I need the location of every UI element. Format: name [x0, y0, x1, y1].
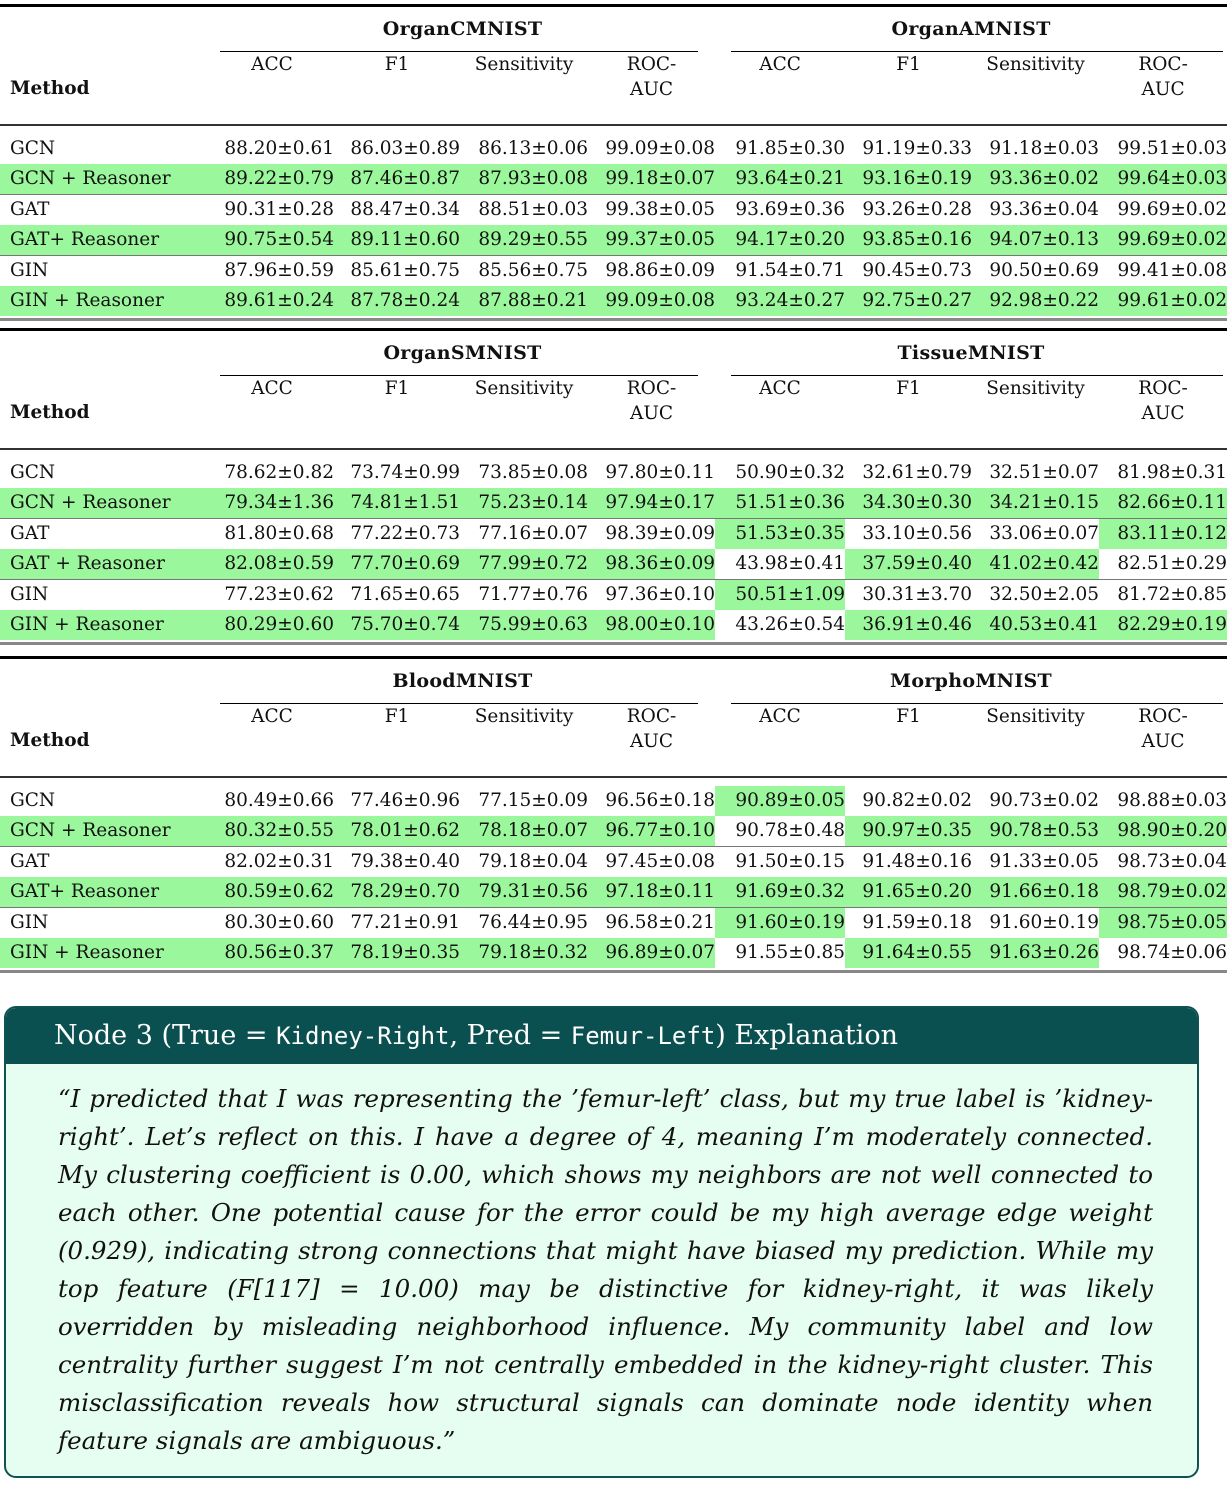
value-cell: 87.78±0.24: [334, 286, 460, 316]
table-blood-morpho: [0, 656, 1227, 968]
table-row: [0, 908, 1227, 939]
value-cell: 90.31±0.28: [210, 195, 334, 226]
value-cell: 77.23±0.62: [210, 580, 334, 611]
value-cell: 78.29±0.70: [334, 877, 460, 908]
method-cell: GAT+ Reasoner: [0, 877, 210, 908]
value-cell: 90.78±0.48: [735, 820, 845, 841]
table-row: [0, 580, 1227, 611]
value-cell: 89.22±0.79: [210, 164, 334, 195]
value-cell: 91.59±0.18: [845, 908, 972, 939]
metric-header: ACC: [251, 54, 293, 75]
value-cell: 91.85±0.30: [735, 138, 846, 159]
value-cell: 91.54±0.71: [715, 256, 845, 287]
value-cell: 90.82±0.02: [862, 790, 972, 811]
bottom-rule: [0, 970, 1227, 973]
value-cell: 80.56±0.37: [210, 938, 334, 968]
method-cell: GAT: [0, 195, 210, 226]
value-cell: 97.80±0.11: [605, 462, 716, 483]
title-suffix: ) Explanation: [715, 1020, 898, 1051]
table-row: [0, 134, 1227, 164]
dataset-header: BloodMNIST: [392, 670, 533, 692]
table-row: [0, 225, 1227, 256]
table-row: [0, 256, 1227, 287]
value-cell: 80.59±0.62: [210, 877, 334, 908]
method-cell: GIN: [0, 908, 210, 939]
value-cell: 75.23±0.14: [460, 488, 588, 519]
value-cell: 82.51±0.29: [1117, 553, 1227, 574]
value-cell: 97.36±0.10: [588, 580, 715, 611]
value-cell: 91.50±0.15: [715, 847, 845, 878]
method-cell: GIN: [0, 580, 210, 611]
bottom-rule: [0, 642, 1227, 645]
value-cell: 89.11±0.60: [334, 225, 460, 256]
value-cell: 87.93±0.08: [460, 164, 588, 195]
value-cell: 30.31±3.70: [845, 580, 972, 611]
value-cell: 91.55±0.85: [735, 942, 845, 963]
table-organc-organa: [0, 4, 1227, 316]
dataset-header: MorphoMNIST: [890, 670, 1052, 692]
value-cell: 93.26±0.28: [845, 195, 972, 226]
value-cell: 89.61±0.24: [210, 286, 334, 316]
table-row: [0, 286, 1227, 316]
value-cell: 82.02±0.31: [210, 847, 334, 878]
value-cell: 91.48±0.16: [845, 847, 972, 878]
value-cell: 90.45±0.73: [845, 256, 972, 287]
value-cell: 85.61±0.75: [334, 256, 460, 287]
metric-header: ROC- AUC: [626, 54, 677, 100]
metric-header: ROC- AUC: [1138, 378, 1188, 424]
table-row: [0, 938, 1227, 968]
value-cell: 93.36±0.02: [972, 164, 1099, 195]
value-cell: 71.77±0.76: [460, 580, 588, 611]
value-cell: 99.37±0.05: [588, 225, 715, 256]
value-cell: 80.32±0.55: [210, 816, 334, 847]
value-cell: 80.29±0.60: [210, 610, 334, 640]
metric-header: F1: [896, 378, 921, 399]
metric-header: Sensitivity: [986, 706, 1085, 727]
explanation-title: [6, 1008, 1197, 1064]
method-cell: GIN: [0, 256, 210, 287]
metric-header: F1: [896, 54, 921, 75]
value-cell: 82.08±0.59: [210, 549, 334, 580]
method-cell: GAT: [0, 519, 210, 550]
value-cell: 87.88±0.21: [460, 286, 588, 316]
metric-header: ACC: [759, 378, 801, 399]
value-cell: 78.62±0.82: [224, 462, 334, 483]
value-cell: 81.72±0.85: [1099, 580, 1227, 611]
table-row: [0, 847, 1227, 878]
value-cell: 91.66±0.18: [972, 877, 1099, 908]
value-cell: 80.30±0.60: [210, 908, 334, 939]
value-cell: 93.64±0.21: [715, 164, 845, 195]
value-cell: 93.85±0.16: [845, 225, 972, 256]
table-row: [0, 458, 1227, 488]
method-cell: GCN + Reasoner: [0, 488, 210, 519]
table-organs-tissue: [0, 328, 1227, 640]
value-cell: 94.17±0.20: [715, 225, 845, 256]
title-prefix: Node 3 (True =: [54, 1020, 277, 1051]
value-cell: 33.10±0.56: [845, 519, 972, 550]
table-row: [0, 488, 1227, 519]
value-cell: 37.59±0.40: [845, 549, 972, 580]
value-cell: 91.18±0.03: [989, 138, 1100, 159]
value-cell: 98.79±0.02: [1099, 877, 1227, 908]
metric-header: ROC- AUC: [626, 378, 677, 424]
value-cell: 83.11±0.12: [1099, 519, 1227, 550]
value-cell: 98.88±0.03: [1117, 790, 1227, 811]
bottom-rule: [0, 318, 1227, 321]
value-cell: 78.19±0.35: [334, 938, 460, 968]
value-cell: 77.70±0.69: [334, 549, 460, 580]
dataset-header: OrganSMNIST: [383, 342, 542, 364]
value-cell: 99.41±0.08: [1099, 256, 1227, 287]
value-cell: 77.15±0.09: [478, 790, 588, 811]
dataset-header: OrganCMNIST: [382, 18, 543, 40]
method-cell: GCN: [10, 138, 56, 159]
table-row: [0, 816, 1227, 847]
value-cell: 78.01±0.62: [334, 816, 460, 847]
value-cell: 82.66±0.11: [1099, 488, 1227, 519]
value-cell: 97.45±0.08: [588, 847, 715, 878]
value-cell: 79.31±0.56: [460, 877, 588, 908]
value-cell: 79.38±0.40: [334, 847, 460, 878]
value-cell: 90.50±0.69: [972, 256, 1099, 287]
value-cell: 92.75±0.27: [845, 286, 972, 316]
value-cell: 51.53±0.35: [715, 519, 845, 550]
value-cell: 90.73±0.02: [989, 790, 1099, 811]
value-cell: 90.97±0.35: [845, 816, 972, 847]
method-header: Method: [10, 77, 90, 99]
method-cell: GCN + Reasoner: [0, 816, 210, 847]
title-mid: , Pred =: [449, 1020, 571, 1051]
value-cell: 90.78±0.53: [972, 816, 1099, 847]
table-row: [0, 786, 1227, 816]
value-cell: 96.58±0.21: [588, 908, 715, 939]
value-cell: 43.26±0.54: [735, 614, 846, 635]
metric-header: Sensitivity: [474, 706, 574, 727]
pred-label: Femur-Left: [570, 1022, 716, 1050]
metric-header: ACC: [251, 378, 293, 399]
value-cell: 98.36±0.09: [588, 549, 715, 580]
value-cell: 34.30±0.30: [845, 488, 972, 519]
value-cell: 41.02±0.42: [972, 549, 1099, 580]
metric-header: Sensitivity: [474, 378, 574, 399]
metric-header: F1: [384, 706, 410, 727]
value-cell: 43.98±0.41: [735, 553, 846, 574]
method-header: Method: [10, 401, 90, 423]
value-cell: 82.29±0.19: [1099, 610, 1227, 640]
method-cell: GIN + Reasoner: [0, 938, 210, 968]
metric-header: ROC- AUC: [1138, 706, 1188, 752]
metric-header: ROC- AUC: [626, 706, 677, 752]
value-cell: 99.69±0.02: [1099, 195, 1227, 226]
value-cell: 98.73±0.04: [1099, 847, 1227, 878]
value-cell: 77.46±0.96: [350, 790, 460, 811]
value-cell: 90.75±0.54: [210, 225, 334, 256]
results-table-2: [0, 328, 1227, 645]
value-cell: 89.29±0.55: [460, 225, 588, 256]
method-header: Method: [10, 729, 90, 751]
method-cell: GIN + Reasoner: [0, 286, 210, 316]
value-cell: 85.56±0.75: [460, 256, 588, 287]
true-label: Kidney-Right: [276, 1022, 450, 1050]
value-cell: 79.34±1.36: [210, 488, 334, 519]
method-cell: GAT: [0, 847, 210, 878]
method-cell: GCN: [10, 790, 56, 811]
value-cell: 77.21±0.91: [334, 908, 460, 939]
value-cell: 99.38±0.05: [588, 195, 715, 226]
value-cell: 99.51±0.03: [1117, 138, 1227, 159]
value-cell: 98.39±0.09: [588, 519, 715, 550]
value-cell: 36.91±0.46: [845, 610, 972, 640]
value-cell: 99.09±0.08: [605, 138, 716, 159]
metric-header: F1: [896, 706, 921, 727]
value-cell: 99.09±0.08: [588, 286, 715, 316]
value-cell: 99.61±0.02: [1099, 286, 1227, 316]
value-cell: 73.85±0.08: [478, 462, 588, 483]
value-cell: 88.47±0.34: [334, 195, 460, 226]
value-cell: 79.18±0.32: [460, 938, 588, 968]
table-row: [0, 549, 1227, 580]
metric-header: Sensitivity: [986, 54, 1085, 75]
value-cell: 92.98±0.22: [972, 286, 1099, 316]
value-cell: 91.60±0.19: [972, 908, 1099, 939]
dataset-header: OrganAMNIST: [891, 18, 1051, 40]
value-cell: 87.96±0.59: [210, 256, 334, 287]
metric-header: F1: [384, 54, 410, 75]
value-cell: 78.18±0.07: [460, 816, 588, 847]
value-cell: 98.90±0.20: [1099, 816, 1227, 847]
method-cell: GIN + Reasoner: [0, 610, 210, 640]
value-cell: 99.69±0.02: [1099, 225, 1227, 256]
value-cell: 40.53±0.41: [972, 610, 1099, 640]
table-row: [0, 610, 1227, 640]
value-cell: 80.49±0.66: [224, 790, 334, 811]
value-cell: 97.18±0.11: [588, 877, 715, 908]
value-cell: 74.81±1.51: [334, 488, 460, 519]
method-cell: GAT + Reasoner: [0, 549, 210, 580]
value-cell: 75.70±0.74: [334, 610, 460, 640]
value-cell: 88.51±0.03: [460, 195, 588, 226]
value-cell: 77.16±0.07: [460, 519, 588, 550]
value-cell: 88.20±0.61: [224, 138, 334, 159]
value-cell: 98.75±0.05: [1099, 908, 1227, 939]
value-cell: 75.99±0.63: [460, 610, 588, 640]
value-cell: 50.51±1.09: [715, 580, 845, 611]
value-cell: 96.77±0.10: [588, 816, 715, 847]
value-cell: 86.13±0.06: [478, 138, 588, 159]
value-cell: 91.60±0.19: [715, 908, 845, 939]
method-cell: GAT+ Reasoner: [0, 225, 210, 256]
value-cell: 77.22±0.73: [334, 519, 460, 550]
value-cell: 99.64±0.03: [1099, 164, 1227, 195]
value-cell: 91.64±0.55: [845, 938, 972, 968]
metric-header: Sensitivity: [474, 54, 574, 75]
value-cell: 93.24±0.27: [715, 286, 845, 316]
table-row: [0, 519, 1227, 550]
value-cell: 77.99±0.72: [460, 549, 588, 580]
explanation-box: [4, 1006, 1199, 1478]
method-cell: GCN: [10, 462, 56, 483]
value-cell: 91.19±0.33: [862, 138, 973, 159]
table-row: [0, 877, 1227, 908]
value-cell: 99.18±0.07: [588, 164, 715, 195]
value-cell: 87.46±0.87: [334, 164, 460, 195]
results-table-3: [0, 656, 1227, 973]
value-cell: 50.90±0.32: [735, 462, 846, 483]
value-cell: 32.51±0.07: [989, 462, 1100, 483]
value-cell: 91.33±0.05: [972, 847, 1099, 878]
results-table-1: [0, 4, 1227, 321]
value-cell: 93.16±0.19: [845, 164, 972, 195]
value-cell: 73.74±0.99: [350, 462, 460, 483]
value-cell: 97.94±0.17: [588, 488, 715, 519]
value-cell: 96.89±0.07: [588, 938, 715, 968]
value-cell: 91.65±0.20: [845, 877, 972, 908]
method-cell: GCN + Reasoner: [0, 164, 210, 195]
explanation-text: “I predicted that I was representing the ’femur-left’ class, but my true label is ’kidney-right’. Let’s reflect on this. I have a degree of 4, meaning I’m moderately connected. My clustering coefficient is 0.00, which shows my neighbors are not well connected to each other. One potential cause for the error could be my high average edge weight (0.929), indicating strong connections that might have biased my prediction. While my top feature (F[117] = 10.00) may be distinctive for kidney-right, it was likely overridden by misleading neighborhood influence. My community label and low centrality further suggest I’m not centrally embedded in the kidney-right cluster. This misclassification reveals how structural signals can dominate node identity when feature signals are ambiguous.”: [58, 1084, 1153, 1455]
value-cell: 79.18±0.04: [460, 847, 588, 878]
value-cell: 91.63±0.26: [972, 938, 1099, 968]
value-cell: 76.44±0.95: [460, 908, 588, 939]
value-cell: 91.69±0.32: [715, 877, 845, 908]
metric-header: ACC: [759, 706, 801, 727]
value-cell: 90.89±0.05: [715, 786, 845, 816]
dataset-header: TissueMNIST: [897, 342, 1045, 364]
value-cell: 93.69±0.36: [715, 195, 845, 226]
metric-header: ACC: [251, 706, 293, 727]
value-cell: 96.56±0.18: [605, 790, 715, 811]
table-row: [0, 195, 1227, 226]
value-cell: 32.61±0.79: [862, 462, 973, 483]
metric-header: Sensitivity: [986, 378, 1085, 399]
value-cell: 93.36±0.04: [972, 195, 1099, 226]
value-cell: 34.21±0.15: [972, 488, 1099, 519]
value-cell: 81.98±0.31: [1117, 462, 1227, 483]
metric-header: ACC: [759, 54, 801, 75]
value-cell: 98.86±0.09: [588, 256, 715, 287]
value-cell: 33.06±0.07: [972, 519, 1099, 550]
value-cell: 86.03±0.89: [350, 138, 460, 159]
metric-header: ROC- AUC: [1138, 54, 1188, 100]
value-cell: 94.07±0.13: [972, 225, 1099, 256]
metric-header: F1: [384, 378, 410, 399]
value-cell: 98.00±0.10: [588, 610, 715, 640]
value-cell: 51.51±0.36: [715, 488, 845, 519]
value-cell: 32.50±2.05: [972, 580, 1099, 611]
value-cell: 81.80±0.68: [210, 519, 334, 550]
value-cell: 71.65±0.65: [334, 580, 460, 611]
table-row: [0, 164, 1227, 195]
value-cell: 98.74±0.06: [1117, 942, 1227, 963]
